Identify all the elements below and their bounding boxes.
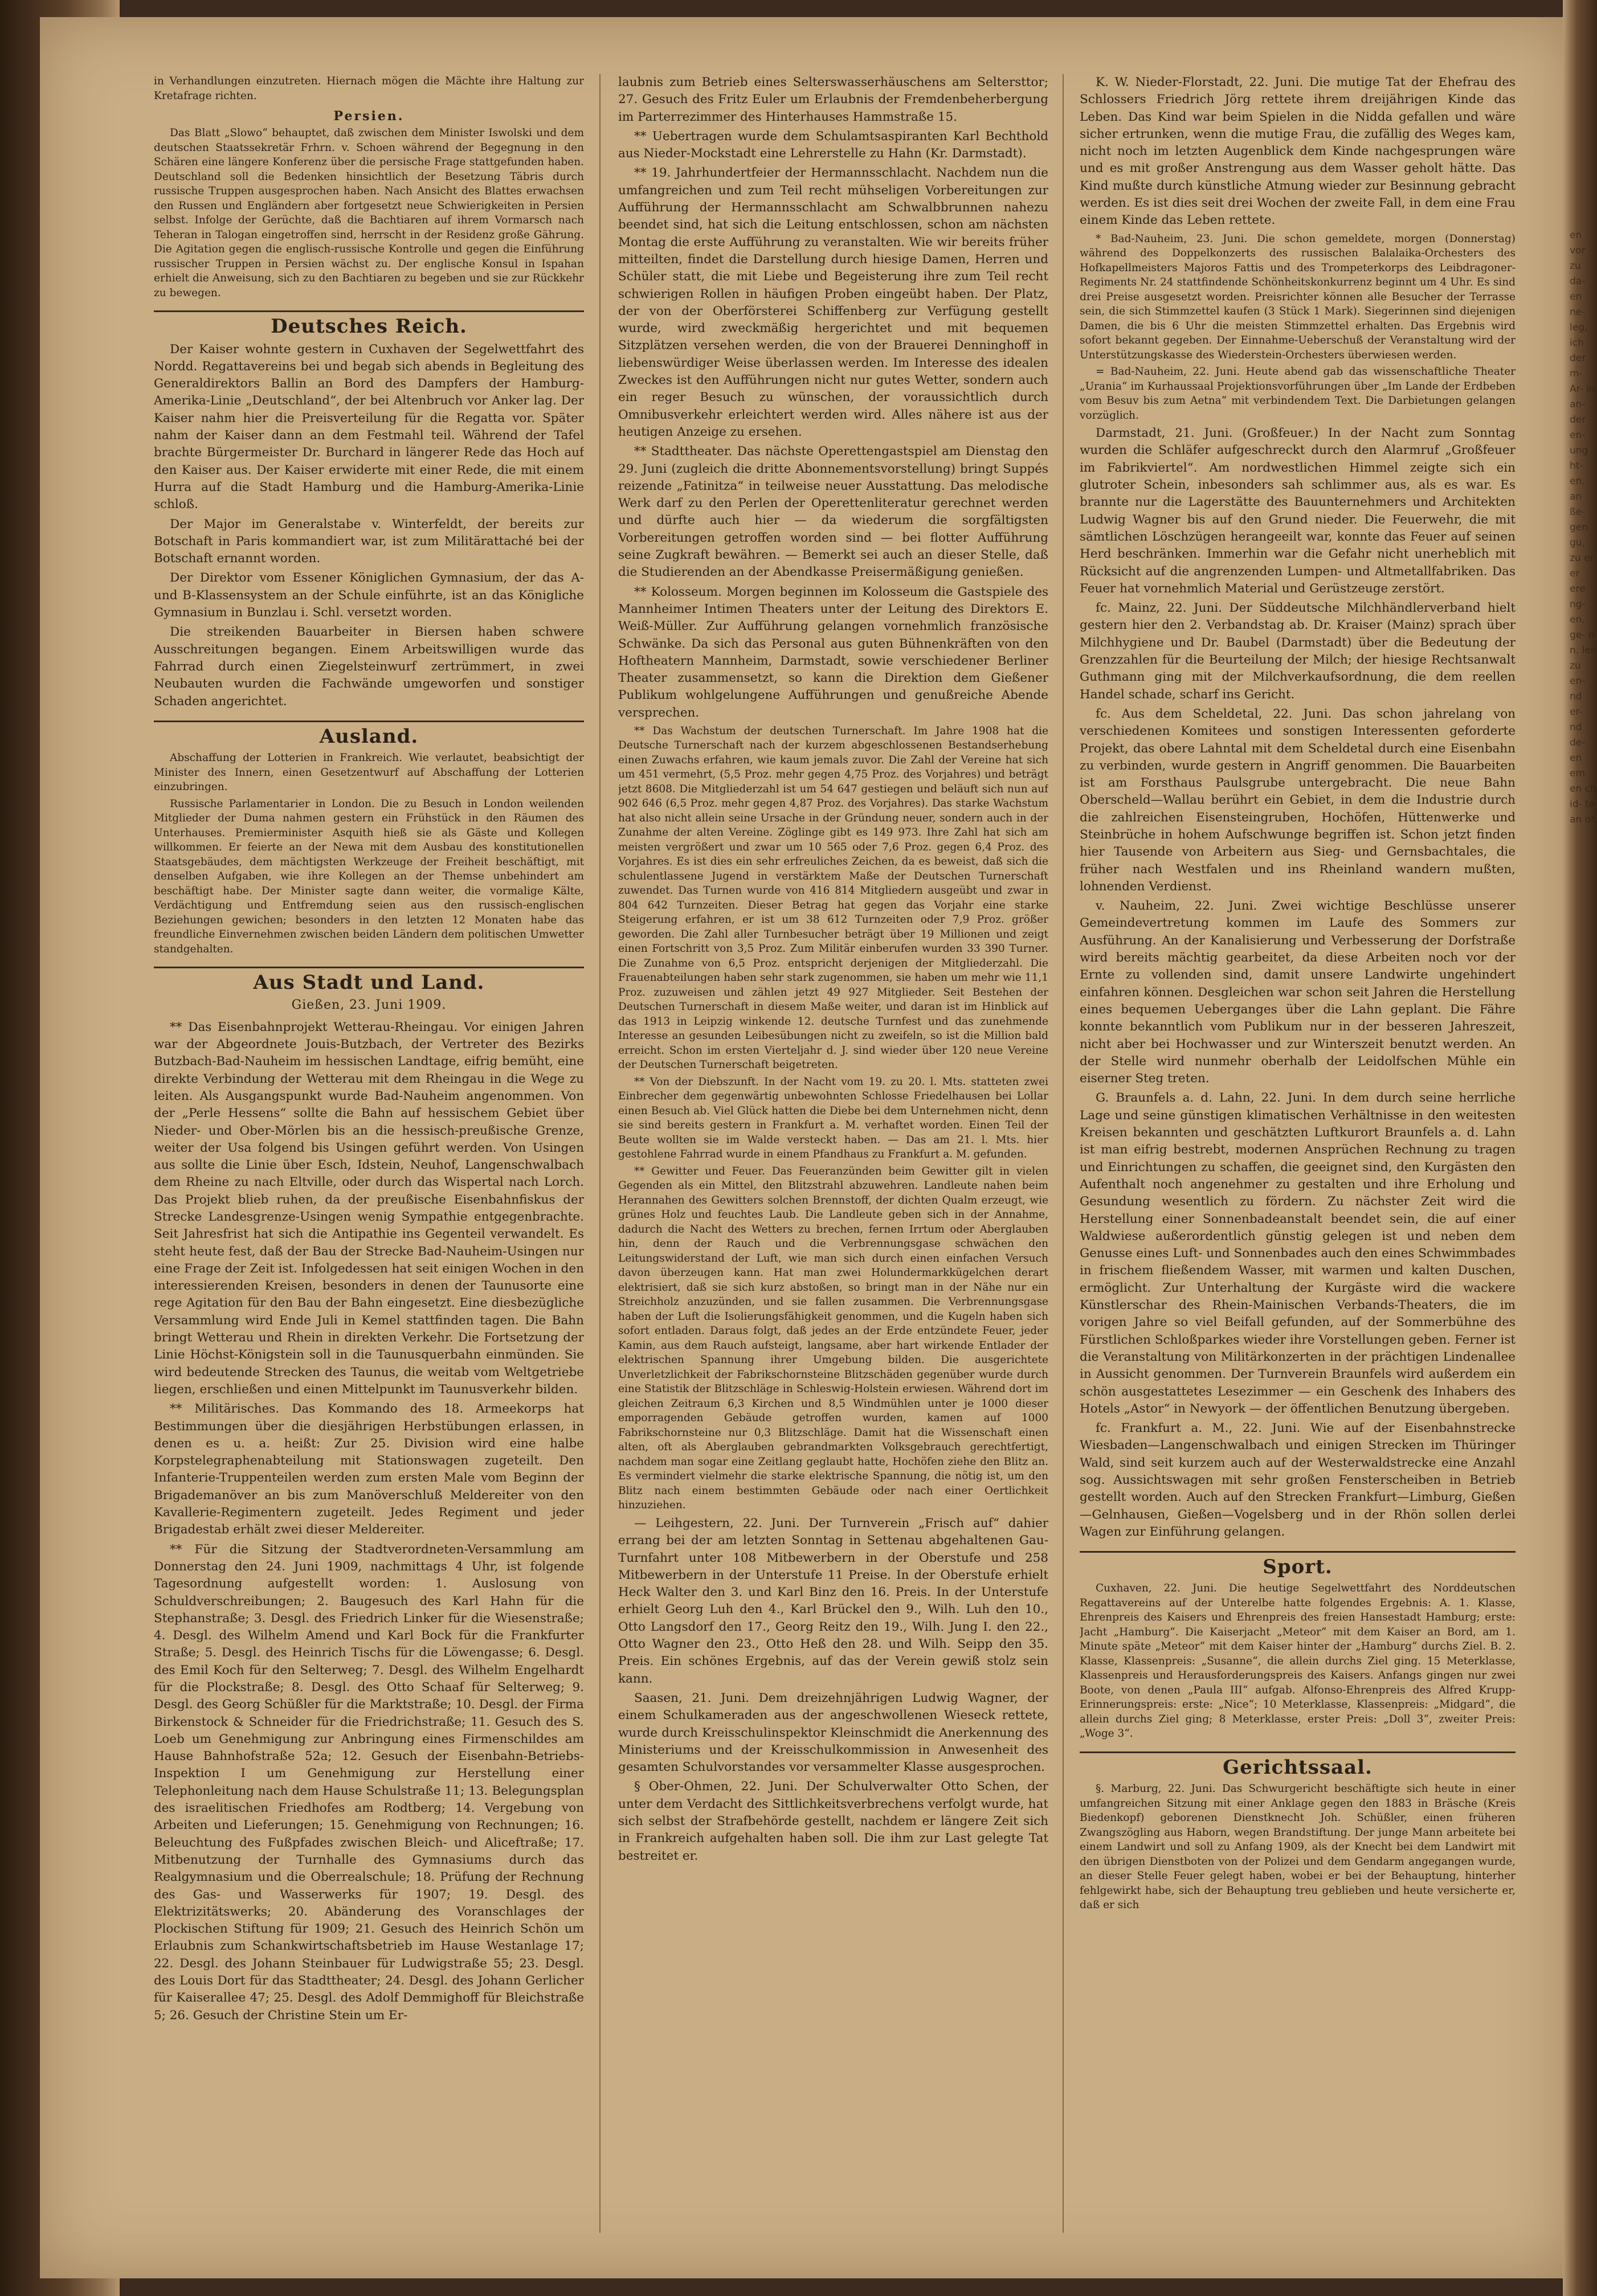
- article-text: ** Für die Sitzung der Stadtverordneten-Versammlung am Donnerstag den 24. Juni 1909, nachmittags 4 Uhr, ist folgende Tagesordnung aufgestellt worden: 1. Auslosung von Schuldverschreibungen; 2. Baugesuch des Karl Hahn für die Stephanstraße; 3. Desgl. des Friedrich Linker für die Wiesenstraße; 4. Desgl. des Wilhelm Amend und Karl Bock für die Frankfurter Straße; 5. Desgl. des Heinrich Tischs für die Löwengasse; 6. Desgl. des Emil Koch für den Selterweg; 7. Desgl. des Wilhelm Engelhardt für die Plockstraße; 8. Desgl. des Otto Schaaf für Selterweg; 9. Desgl. des Georg Schüßler für die Marktstraße; 10. Desgl. der Firma Birkenstock & Schneider für die Friedrichstraße; 11. Gesuch des S. Loeb um Genehmigung zur Anbringung eines Firmenschildes am Hause Bahnhofstraße 52a; 12. Gesuch der Eisenbahn-Betriebs-Inspektion I um Genehmigung zur Herstellung einer Telephonleitung nach dem Hause Schulstraße 11; 13. Belegungsplan des israelitischen Friedhofes am Rodtberg; 14. Vergebung von Arbeiten und Lieferungen; 15. Genehmigung von Rechnungen; 16. Beleuchtung des Fußpfades zwischen Bleich- und Aliceftraße; 17. Mitbenutzung der Turnhalle des Gymnasiums durch das Realgymnasium und die Oberrealschule; 18. Prüfung der Rechnung des Gas- und Wasserwerks für 1907; 19. Desgl. des Elektrizitätswerks; 20. Abänderung des Voranschlages der Plockischen Stiftung für 1909; 21. Gesuch des Heinrich Schön um Erlaubnis zum Schankwirtschaftsbetrieb im Hause Westanlage 17; 22. Desgl. des Johann Steinbauer für Ludwigstraße 55; 23. Desgl. des Louis Dort für das Stadttheater; 24. Desgl. des Johann Gerlicher für Kaiserallee 47; 25. Desgl. des Adolf Demmighoff für Bleichstraße 5; 26. Gesuch der Christine Stein um Er-: [154, 1542, 584, 2023]
- article-text: ** Kolosseum. Morgen beginnen im Kolosseum die Gastspiele des Mannheimer Intimen Theaters unter der Leitung des Direktors E. Weiß-Müller. Zur Aufführung gelangen vornehmlich französische Schwänke. Da sich das Personal aus guten Bühnenkräften von den Hoftheatern Mannheim, Darmstadt, sowie verschiedener Berliner Theater zusammensetzt, so kann die Direktion dem Gießener Publikum wohlgelungene Aufführungen und genußreiche Abende versprechen.: [618, 584, 1048, 720]
- article-text: ** Militärisches. Das Kommando des 18. Armeekorps hat Bestimmungen über die diesjährigen Herbstübungen erlassen, in denen es u. a. heißt: Zur 25. Division wird eine halbe Korpstelegraphenabteilung mit Stationswagen zugeteilt. Den Infanterie-Truppenteilen werden zum ersten Male vom Beginn der Brigademanöver an bis zum Manöverschluß Meldereiter von den Kavallerie-Regimentern zugeteilt. Jedes Regiment und jeder Brigadestab erhält zwei dieser Meldereiter.: [154, 1402, 584, 1537]
- article-text: Darmstadt, 21. Juni. (Großfeuer.) In der Nacht zum Sonntag wurden die Schläfer aufgeschreckt durch den Alarmruf „Großfeuer im Fabrikviertel“. Am nordwestlichen Himmel zeigte sich ein glutroter Schein, inbesonders sah schlimmer aus, als es war. Es brannte nur die Lagerstätte des Bauunternehmers und Architekten Ludwig Wagner bis auf den Grund nieder. Die Feuerwehr, die mit sämtlichen Löschzügen herangeeilt war, konnte das Feuer auf seinen Herd beschränken. Immerhin war die Gefahr nicht unerheblich mit Rücksicht auf die angrenzenden Lumpen- und Altmetallfabriken. Das Feuer hat vornehmlich Material und Gerüstzeuge zerstört.: [1080, 426, 1516, 596]
- article-text: fc. Aus dem Scheldetal, 22. Juni. Das schon jahrelang von verschiedenen Komitees und sonstigen Interessenten geforderte Projekt, das obere Lahntal mit dem Scheldetal durch eine Eisenbahn zu verbinden, wurde gestern in Angriff genommen. Die Bauarbeiten ist am Forsthaus Paulsgrube untergebracht. Die neue Bahn Oberscheld—Wallau berührt ein Gebiet, in dem die Industrie durch die zahlreichen Eisensteingruben, Hochöfen, Hüttenwerke und Steinbrüche in hohem Aufschwunge begriffen ist. Schon jetzt finden hier Tausende von Arbeitern aus Sieg- und Gernsbachtales, die früher nach Westfalen und ins Rheinland wandern mußten, lohnenden Verdienst.: [1080, 706, 1516, 894]
- section-heading-stadt-und-land: Aus Stadt und Land.: [154, 967, 584, 991]
- section-heading-deutsches-reich: Deutsches Reich.: [154, 310, 584, 335]
- article-text: Russische Parlamentarier in London. Die zu Besuch in London weilenden Mitglieder der Duma nahmen gestern ein Frühstück in den Räumen des Unterhauses. Premierminister Asquith hieß sie als Gäste und Kollegen willkommen. Er feierte an der Newa mit dem Ausbau des konstitutionellen Staatsgebäudes, dem mächtigsten Werkzeuge der Freiheit beschäftigt, mit denselben Aufgaben, wie ihre Kollegen an der Themse unbehindert am beschäftigt habe. Der Minister sagte dann weiter, die vormalige Kälte, Verdächtigung und Entfremdung seien aus den russisch-englischen Beziehungen gewichen; besonders in den letzten 12 Monaten habe das freundliche Einvernehmen zwischen beiden Ländern dem politischen Umwetter standgehalten.: [154, 797, 584, 955]
- section-heading-sport: Sport.: [1080, 1551, 1516, 1575]
- article-text: * Bad-Nauheim, 23. Juni. Die schon gemeldete, morgen (Donnerstag) während des Doppelkonzerts des russischen Balalaika-Orchesters des Hofkapellmeisters Majoros Fattis und des Trompeterkorps des Leibdragoner-Regiments Nr. 24 stattfindende Schönheitskonkurrenz beginnt um 4 Uhr. Es sind drei Preise ausgesetzt worden. Preisrichter können alle Besucher der Terrasse sein, die sich Stimmzettel kaufen (3 Stück 1 Mark). Siegerinnen sind diejenigen Damen, die bis 6 Uhr die meisten Stimmzettel erhalten. Das Ergebnis wird sofort bekannt gegeben. Der Einnahme-Ueberschuß der Veranstaltung wird der Unterstützungskasse des Wiederstein-Orchesters überwiesen werden.: [1080, 232, 1516, 361]
- article-text: = Bad-Nauheim, 22. Juni. Heute abend gab das wissenschaftliche Theater „Urania“ im Kurhaussaal Projektionsvorführungen über „Im Lande der Erdbeben vom Besuv bis zum Aetna“ mit verbindendem Text. Die Darbietungen gelangen vorzüglich.: [1080, 366, 1516, 421]
- dateline: Gießen, 23. Juni 1909.: [291, 998, 447, 1013]
- column-rule: [599, 74, 601, 2233]
- column-1: [154, 74, 584, 2233]
- article-text: ** Uebertragen wurde dem Schulamtsaspiranten Karl Bechthold aus Nieder-Mockstadt eine Lehrerstelle zu Hahn (Kr. Darmstadt).: [618, 129, 1048, 161]
- article-text: Der Direktor vom Essener Königlichen Gymnasium, der das A- und B-Klassensystem an der Schule einführte, ist an das Königliche Gymnasium in Bunzlau i. Schl. versetzt worden.: [154, 571, 584, 620]
- article-text: §. Marburg, 22. Juni. Das Schwurgericht beschäftigte sich heute in einer umfangreichen Sitzung mit einer Anklage gegen den 1883 in Bräsche (Kreis Biedenkopf) geborenen Dienstknecht Joh. Schüßler, einen früheren Zwangszögling aus Haborn, wegen Brandstiftung. Der junge Mann arbeitete bei einem Landwirt und soll zu Anfang 1909, als der Knecht bei dem Landwirt mit den übrigen Dienstboten von der Polizei und dem Gendarm angegangen wurde, an dieser Stelle Feuer gelegt haben, wobei er bei der Behauptung, hinterher fehlgewirkt habe, sich der Behauptung treu geblieben und heute versicherte er, daß er sich: [1080, 1783, 1516, 1912]
- article-text: ** Stadttheater. Das nächste Operettengastspiel am Dienstag den 29. Juni (zugleich die dritte Abonnementsvorstellung) bringt Suppés reizende „Fatinitza“ in teilweise neuer Ausstattung. Das melodische Werk darf zu den Perlen der Operettenliteratur gerechnet werden und dürfte auch hier — da wiederum die sorgfältigsten Vorbereitungen getroffen worden sind — bei flotter Aufführung seine Zugkraft bewähren. — Bemerkt sei auch an dieser Stelle, daß die Studierenden an der Abendkasse Preisermäßigung genießen.: [618, 444, 1048, 580]
- article-text: § Ober-Ohmen, 22. Juni. Der Schulverwalter Otto Schen, der unter dem Verdacht des Sittlichkeitsverbrechens verfolgt wurde, hat sich selbst der Strafbehörde gestellt, nachdem er längere Zeit sich in Frankreich aufgehalten haben soll. Die ihm zur Last gelegte Tat bestreitet er.: [618, 1779, 1048, 1863]
- article-text: ** Das Wachstum der deutschen Turnerschaft. Im Jahre 1908 hat die Deutsche Turnerschaft nach der kurzem abgeschlossenen Bestandserhebung einen Zuwachs erfahren, wie kaum jemals zuvor. Die Zahl der Vereine hat sich um 451 vermehrt, (5,5 Proz. mehr gegen 4,75 Proz. des Vorjahres) und beträgt jetzt 8608. Die Mitgliederzahl ist um 54 647 gestiegen und beläuft sich nun auf 902 646 (6,5 Proz. mehr gegen 4,87 Proz. des Vorjahres). Das starke Wachstum hat also nicht allein seine Ursache in der Gründung neuer, sondern auch in der Zunahme der alten Vereine. Zöglinge gibt es 149 973. Ihre Zahl hat sich am meisten vergrößert und zwar um 10 565 oder 7,6 Proz. gegen 6,4 Proz. des Vorjahres. Es ist dies ein sehr erfreuliches Zeichen, da es beweist, daß sich die schulentlassene Jugend in verstärktem Maße der Deutschen Turnerschaft zuwendet. Das Turnen wurde von 416 814 Mitgliedern ausgeübt und zwar in 804 642 Turnzeiten. Dieser Betrag hat gegen das Vorjahr eine starke Steigerung erfahren, er ist um 38 612 Turnzeiten oder 7,9 Proz. größer geworden. Die Zahl aller Turnbesucher beträgt über 19 Millionen und zeigt einen Fortschritt von 3,5 Proz. Zum Militär einberufen wurden 33 390 Turner. Die Zunahme von 6,5 Proz. entspricht derjenigen der Mitgliederzahl. Die Frauenabteilungen haben sehr stark zugenommen, sie haben um mehr wie 11,1 Proz. zuzuweisen und zählen jetzt 49 927 Mitglieder. Seit Bestehen der Deutschen Turnerschaft in diesem Maße weiter, und daran ist im Hinblick auf das 1913 in Leipzig winkende 12. deutsche Turnfest und das zunehmende Interesse an gesunden Leibesübungen nicht zu zweifeln, so ist die Million bald erreicht. Schon im ersten Vierteljahr d. J. sind wieder über 120 neue Vereine der Deutschen Turnerschaft beigetreten.: [618, 725, 1048, 1071]
- article-text: in Verhandlungen einzutreten. Hiernach mögen die Mächte ihre Haltung zur Kretafrage richten.: [154, 75, 584, 102]
- column-rule: [1063, 74, 1064, 2233]
- article-text: G. Braunfels a. d. Lahn, 22. Juni. In dem durch seine herrliche Lage und seine günstigen klimatischen Verhältnisse in den weitesten Kreisen bekannten und geschätzten Luftkurort Braunfels a. d. Lahn ist man eifrig bestrebt, modernen Ansprüchen Rechnung zu tragen und Einrichtungen zu schaffen, die geeignet sind, den Kurgästen den Aufenthalt noch angenehmer zu gestalten und ihre Erholung und Gesundung wesentlich zu fördern. Zu nächster Zeit wird die Herstellung einer Sonnenbadeanstalt beendet sein, die auf einer Waldwiese außerordentlich günstig gelegen ist und neben dem Genusse eines Luft- und Sonnenbades auch den eines Schwimmbades in frischem fließendem Wasser, mit warmen und kalten Duschen, ermöglicht. Zur Unterhaltung der Kurgäste wird die wackere Künstlerschar des Rhein-Mainischen Verbands-Theaters, die im vorigen Jahre so viel Beifall gefunden, auf der Sommerbühne des Fürstlichen Schloßparkes wieder ihre Vorstellungen geben. Ferner ist die Veranstaltung von Militärkonzerten in der prächtigen Lindenallee in Aussicht genommen. Der Turnverein Braunfels wird außerdem ein schön ausgestattetes Lesezimmer — ein Geschenk des Inhabers des Hotels „Astor“ in Newyork — der öffentlichen Benutzung übergeben.: [1080, 1091, 1516, 1416]
- article-text: Abschaffung der Lotterien in Frankreich. Wie verlautet, beabsichtigt der Minister des Innern, einen Gesetzentwurf auf Abschaffung der Lotterien einzubringen.: [154, 752, 584, 793]
- adjacent-page-text: en vor zu da- en ne- leg, ich der m- Ar- in an- der en- ung ht- en. an ße- gen gu, zu er er ere ng- en, ge- n n. len zu en- nd er- nd de- en em en ch id- te an or.: [1570, 230, 1597, 825]
- article-text: ** Von der Diebszunft. In der Nacht vom 19. zu 20. l. Mts. statteten zwei Einbrecher dem gegenwärtig unbewohnten Schlosse Friedelhausen bei Lollar einen Besuch ab. Viel Glück hatten die Diebe bei dem Unternehmen nicht, denn sie sind bereits gestern in Frankfurt a. M. verhaftet worden. Einen Teil der Beute wollten sie im Walde versteckt haben. — Das am 21. l. Mts. hier gestohlene Fahrrad wurde in einem Pfandhaus zu Frankfurt a. M. gefunden.: [618, 1075, 1048, 1161]
- article-text: Die streikenden Bauarbeiter in Biersen haben schwere Ausschreitungen begangen. Einem Arbeitswilligen wurde das Fahrrad durch einen Ziegelsteinwurf zertrümmert, in zwei Neubauten wurden die Fachwände umgeworfen und sonstiger Schaden angerichtet.: [154, 625, 584, 709]
- column-2: [618, 74, 1048, 2233]
- section-heading-gerichtssaal: Gerichtssaal.: [1080, 1751, 1516, 1776]
- subheading-persien: Persien.: [333, 109, 405, 124]
- article-text: Cuxhaven, 22. Juni. Die heutige Segelwettfahrt des Norddeutschen Regattavereins auf der Unterelbe hatte folgendes Ergebnis: A. 1. Klasse, Ehrenpreis des Kaisers und Ehrenpreis des freien Hansestadt Hamburg; erste: Jacht „Hamburg“. Die Kaiserjacht „Meteor“ mit dem Kaiser an Bord, am 1. Minute späte „Meteor“ mit dem Kaiser hinter der „Hamburg“ durchs Ziel. B. 2. Klasse, Klassenpreis: „Susanne“, die allein durchs Ziel ging. 15 Meterklasse, Klassenpreis und Herausforderungspreis des Kaisers. Anfangs gingen nur zwei Boote, von denen „Paula III“ aufgab. Alfonso-Ehrenpreis des Alfred Krupp-Erinnerungspreis: erste: „Nice“; 10 Meterklasse, Klassenpreis: „Midgard“, die allein durchs Ziel ging; 8 Meterklasse, erster Preis: „Doll 3“, zweiter Preis: „Woge 3“.: [1080, 1582, 1516, 1740]
- article-text: Der Kaiser wohnte gestern in Cuxhaven der Segelwettfahrt des Nordd. Regattavereins bei und begab sich abends in Begleitung des Generaldirektors Ballin an Bord des Dampfers der Hamburg-Amerika-Linie „Deutschland“, der bei Altenbruch vor Anker lag. Der Kaiser nahm hier die Preisverteilung für die Regatta vor. Später nahm der Kaiser dann an dem Festmahl teil. Während der Tafel brachte Bürgermeister Dr. Burchard in längerer Rede das Hoch auf den Kaiser aus. Der Kaiser erwiderte mit einer Rede, die mit einem Hurra auf die Stadt Hamburg und die Hamburg-Amerika-Linie schloß.: [154, 342, 584, 512]
- article-text: ** Gewitter und Feuer. Das Feueranzünden beim Gewitter gilt in vielen Gegenden als ein Mittel, den Blitzstrahl abzuwehren. Landleute nahen beim Herannahen des Gewitters solchen Brennstoff, der dichten Qualm erzeugt, wie grünes Holz und feuchtes Laub. Die Landleute geben sich in der Annahme, dadurch die Nacht des Wetters zu brechen, fernen Irrtum oder Aberglauben hin, denn der Rauch und die Verbrennungsgase schwächen den Leitungswiderstand der Luft, wie man sich durch einen einfachen Versuch davon überzeugen kann. Hat man zwei Holundermarkkügelchen derart elektrisiert, daß sie sich kurz abstoßen, so bringt man in der Nähe nur ein Streichholz anzuzünden, und sie fallen zusammen. Die Verbrennungsgase haben der Luft die Isolierungsfähigkeit genommen, und die Kugeln haben sich sofort entladen. Daraus folgt, daß jedes an der Erde entzündete Feuer, jeder Kamin, aus dem Rauch aufsteigt, langsame, aber hart wirkende Entlader der elektrischen Spannung ihrer Umgebung bilden. Die ausgerichtete Unverletzlichkeit der Fabrikschornsteine Blitzschäden gegenüber wurde durch eine Statistik der Blitzschläge in Schleswig-Holstein erwiesen. Während dort im gleichen Zeitraum 6,3 Kirchen und 8,5 Windmühlen unter je 1000 dieser emporragenden Gebäude getroffen wurden, kamen auf 1000 Fabrikschornsteine nur 0,3 Blitzschläge. Damit hat die Wissenschaft einen alten, oft als Aberglauben gebrandmarkten Volksgebrauch gerechtfertigt, nachdem man sogar eine Zeitlang geglaubt hatte, Hochöfen ziehe den Blitz an. Es vermindert vielmehr die starke elektrische Spannung, die nötig ist, um den Blitz nach einem bestimmten Gebäude oder nach einer Oertlichkeit hinzuziehen.: [618, 1165, 1048, 1512]
- column-3: [1080, 74, 1516, 2233]
- article-text: fc. Frankfurt a. M., 22. Juni. Wie auf der Eisenbahnstrecke Wiesbaden—Langenschwalbach und einigen Strecken im Thüringer Wald, sind seit kurzem auch auf der Westerwaldstrecke eine Anzahl sog. Aussichtswagen mit sehr großen Fensterscheiben in Betrieb gestellt worden. Auch auf den Strecken Frankfurt—Limburg, Gießen—Gelnhausen, Gießen—Vogelsberg und in der Rhön sollen derlei Wagen zur Einführung gelangen.: [1080, 1421, 1516, 1539]
- article-text: Das Blatt „Slowo“ behauptet, daß zwischen dem Minister Iswolski und dem deutschen Staatssekretär Frhrn. v. Schoen während der Begegnung in den Schären eine längere Konferenz über die persische Frage stattgefunden haben. Deutschland soll die Bedenken hinsichtlich der Besetzung Täbris durch russische Truppen ausgesprochen haben. Nach Ansicht des Blattes erwachsen den Russen und Engländern aber fortgesetzt neue Schwierigkeiten in Persien selbst. Infolge der Gerüchte, daß die Bachtiaren auf ihrem Vormarsch nach Teheran in Talogan eingetroffen sind, herrscht in der Residenz große Gährung. Die Agitation gegen die englisch-russische Kontrolle und gegen die Einführung russischer Truppen in Persien wächst zu. Der englische Konsul in Ispahan erhielt die Anweisung, sich zu den Bachtiaren zu begeben und sie zur Rückkehr zu bewegen.: [154, 127, 584, 299]
- article-text: laubnis zum Betrieb eines Selterswasserhäuschens am Seltersttor; 27. Gesuch des Fritz Euler um Erlaubnis der Fremdenbeherbergung im Parterrezimmer des Hinterhauses Hammstraße 15.: [618, 75, 1048, 124]
- article-text: ** 19. Jahrhundertfeier der Hermannsschlacht. Nachdem nun die umfangreichen und zum Teil recht mühseligen Vorbereitungen zur Aufführung der Hermannsschlacht am Schwalbbrunnen nahezu beendet sind, hat sich die Leitung entschlossen, schon am nächsten Montag die erste Aufführung zu veranstalten. Wie wir bereits früher mitteilten, findet die Darstellung durch hiesige Damen, Herren und Schüler statt, die mit Liebe und Begeisterung ihre zum Teil recht schwierigen Rollen in häufigen Proben eingeübt haben. Der Platz, der von der Oberförsterei Schiffenberg zur Verfügung gestellt wurde, wird zweckmäßig hergerichtet und mit bequemen Sitzplätzen versehen werden, die von der Brauerei Denninghoff in liebenswürdiger Weise überlassen werden. Im Interesse des idealen Zweckes ist den Aufführungen nicht nur gutes Wetter, sondern auch ein reger Besuch zu wünschen, der voraussichtlich durch Omnibusverkehr erleichtert werden wird. Alles nähere ist aus der heutigen Anzeige zu ersehen.: [618, 166, 1048, 439]
- section-heading-ausland: Ausland.: [154, 721, 584, 745]
- article-text: v. Nauheim, 22. Juni. Zwei wichtige Beschlüsse unserer Gemeindevertretung kommen im Laufe des Sommers zur Ausführung. An der Kanalisierung und Verbesserung der Dorfstraße wird bereits mächtig gearbeitet, da diese Arbeiten noch vor der Ernte zu vollenden sind, damit unsere Landwirte ungehindert einfahren können. Desgleichen war schon seit Jahren die Herstellung eines bequemen Ueberganges über die Lahn geplant. Die Fähre konnte bekanntlich vom Publikum nur in der besseren Jahreszeit, nicht aber bei Hochwasser und zur Winterszeit benutzt werden. An der Stelle wird nunmehr oberhalb der Leidolfschen Mühle ein eiserner Steg treten.: [1080, 899, 1516, 1086]
- article-text: Saasen, 21. Juni. Dem dreizehnjährigen Ludwig Wagner, der einem Schulkameraden aus der angeschwollenen Wieseck rettete, wurde durch Kreisschulinspektor Kleinschmidt die Anerkennung des Ministeriums und der Kreisschulkommission in Anwesenheit des gesamten Schulvorstandes vor versammelter Klasse ausgesprochen.: [618, 1691, 1048, 1775]
- article-text: Der Major im Generalstabe v. Winterfeldt, der bereits zur Botschaft in Paris kommandiert war, ist zum Militärattaché bei der Botschaft ernannt worden.: [154, 517, 584, 566]
- article-text: — Leihgestern, 22. Juni. Der Turnverein „Frisch auf“ dahier errang bei der am letzten Sonntag in Settenau abgehaltenen Gau-Turnfahrt unter 108 Mitbewerbern in der Oberstufe und 258 Mitbewerbern in der Unterstufe 11 Preise. In der Oberstufe erhielt Heck Walter den 3. und Karl Binz den 16. Preis. In der Unterstufe erhielt Georg Luh den 4., Karl Brückel den 9., Wilh. Luh den 10., Otto Langsdorf den 17., Georg Reitz den 19., Wilh. Jung I. den 22., Otto Wagner den 23., Otto Heß den 28. und Wilh. Seipp den 35. Preis. Ein schönes Ergebnis, auf das der Verein gewiß stolz sein kann.: [618, 1516, 1048, 1686]
- article-text: ** Das Eisenbahnprojekt Wetterau-Rheingau. Vor einigen Jahren war der Abgeordnete Jouis-Butzbach, der Vertreter des Bezirks Butzbach-Bad-Nauheim im hessischen Landtage, eifrig bemüht, eine direkte Verbindung der Wetterau mit dem Rheingau in die Wege zu leiten. Als Ausgangspunkt wurde Bad-Nauheim angenommen. Von der „Perle Hessens“ sollte die Bahn auf hessischem Gebiet über Nieder- und Ober-Mörlen bis an die hessisch-preußische Grenze, weiter der Usa folgend bis Usingen geführt werden. Von Usingen aus sollte die Linie über Esch, Idstein, Neuhof, Langenschwalbach dem Rheine zu nach Eltville, oder durch das Wispertal nach Lorch. Das Projekt blieb ruhen, da der preußische Eisenbahnfiskus der Strecke Landesgrenze-Usingen wenig Sympathie entgegenbrachte. Seit Jahresfrist hat sich die Antipathie ins Gegenteil verwandelt. Es steht heute fest, daß der Bau der Strecke Bad-Nauheim-Usingen nur eine Frage der Zeit ist. Infolgedessen hat seit einigen Wochen in den interessierenden Kreisen, besonders in denen der Taunusorte eine rege Agitation für den Bau der Bahn eingesetzt. Eine diesbezügliche Versammlung wird Ende Juli in Kemel stattfinden tagen. Die Bahn bringt Wetterau und Rhein in direkten Verkehr. Die Fortsetzung der Linie Höchst-Königstein soll in die Taunusquerbahn einmünden. Sie wird bedeutende Strecken des Taunus, die weitab vom Weltgetriebe liegen, erschließen und einen Mittelpunkt im Taunusverkehr bilden.: [154, 1020, 584, 1397]
- article-text: fc. Mainz, 22. Juni. Der Süddeutsche Milchhändlerverband hielt gestern hier den 2. Verbandstag ab. Dr. Kraiser (Mainz) sprach über Milchhygiene und Dr. Baubel (Darmstadt) über die Bedeutung der Grenzzahlen für die Beurteilung der Milch; der hiesige Rechtsanwalt Guthmann ging mit der Milchverkaufsordnung, die dem reellen Handel schade, scharf ins Gericht.: [1080, 601, 1516, 702]
- article-text: K. W. Nieder-Florstadt, 22. Juni. Die mutige Tat der Ehefrau des Schlossers Friedrich Jörg rettete ihrem dreijährigen Kinde das Leben. Das Kind war beim Spielen in die Nidda gefallen und wäre sicher ertrunken, wenn die mutige Frau, die zufällig des Weges kam, nicht noch im letzten Augenblick dem Kinde nachgesprungen wäre und es mit großer Anstrengung aus dem Wasser geholt hätte. Das Kind mußte durch künstliche Atmung wieder zur Besinnung gebracht werden. Es ist dies seit drei Wochen der zweite Fall, in dem eine Frau einem Kinde das Leben rettete.: [1080, 75, 1516, 228]
